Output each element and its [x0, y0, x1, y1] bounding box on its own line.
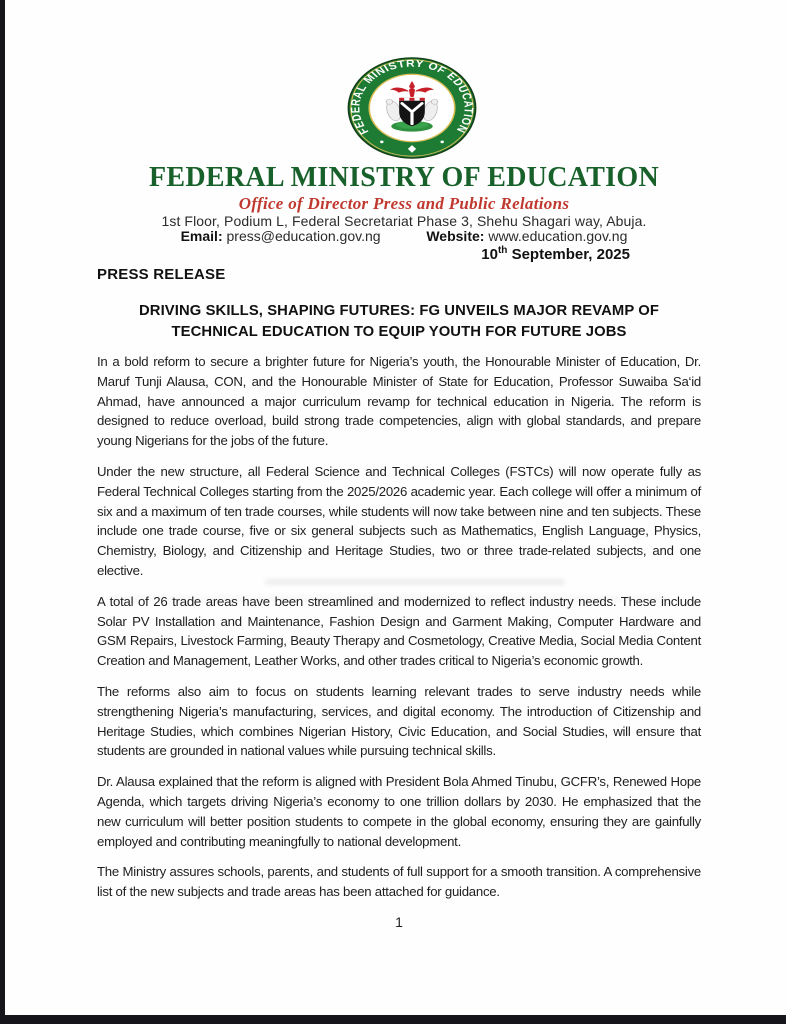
paragraph-6: The Ministry assures schools, parents, and students of full support for a smooth transition. A comprehensive list of the new subjects and trade areas has been attached for guidance.	[97, 864, 701, 900]
scan-edge-bottom	[0, 1015, 786, 1024]
ministry-name: FEDERAL MINISTRY OF EDUCATION	[149, 162, 659, 193]
press-release-label: PRESS RELEASE	[97, 266, 226, 283]
email-address: press@education.gov.ng	[226, 228, 381, 244]
address-line: 1st Floor, Podium L, Federal Secretariat Phase 3, Shehu Shagari way, Abuja.	[161, 213, 647, 229]
paragraph-2: Under the new structure, all Federal Science and Technical Colleges (FSTCs) will now operate fully as Federal Technical Colleges starting from the 2025/2026 academic year. Each college will offer a minimum of six and a maximum of ten trade courses, while students will now take between nine and ten subjects. These include one trade course, five or six general subjects such as Mathematics, English Language, Physics, Chemistry, Biology, and Citizenship and Heritage Studies, two or three trade-related subjects, and one elective.	[97, 463, 701, 578]
headline: DRIVING SKILLS, SHAPING FUTURES: FG UNVEILS MAJOR REVAMP OF TECHNICAL EDUCATION TO EQUIP YOUTH FOR FUTURE JOBS	[139, 303, 659, 340]
paragraph-4: The reforms also aim to focus on students learning relevant trades to serve industry needs while strengthening Nigeria’s manufacturing, services, and digital economy. The introduction of Citizenship and Heritage Studies, which combines Nigerian History, Civic Education, and Social Studies, will ensure that students are grounded in national values while pursuing technical skills.	[97, 683, 701, 759]
email-label: Email:	[180, 228, 223, 244]
paragraph-3: A total of 26 trade areas have been streamlined and modernized to reflect industry needs. These include Solar PV Installation and Maintenance, Fashion Design and Garment Making, Computer Hardware and GSM Repairs, Livestock Farming, Beauty Therapy and Cosmetology, Creative Media, Social Media Content Creation and Management, Leather Works, and other trades critical to Nigeria’s economic growth.	[97, 593, 701, 669]
press-release-body	[97, 352, 701, 933]
coat-of-arms-seal-icon	[346, 56, 478, 160]
date-ordinal: th	[497, 245, 508, 256]
paragraph-5: Dr. Alausa explained that the reform is aligned with President Bola Ahmed Tinubu, GCFR’s, Renewed Hope Agenda, which targets driving Nigeria’s economy to one trillion dollars by 2030. He emphasized that the new curriculum will better position students to compete in the global economy, ensuring they are gainfully employed and contributing meaningfully to national development.	[97, 774, 701, 849]
seal-ring-text: FEDERAL MINISTRY OF EDUCATION	[349, 58, 475, 136]
website-label: Website:	[426, 228, 485, 244]
release-date: 10th September, 2025	[481, 245, 630, 263]
website-address: www.education.gov.ng	[488, 228, 628, 244]
scan-edge-left	[0, 0, 5, 1024]
paragraph-1: In a bold reform to secure a brighter future for Nigeria’s youth, the Honourable Minister of Education, Dr. Maruf Tunji Alausa, CON, and the Honourable Minister of State for Education, Professor Suwaiba Sa‘id Ahmad, have announced a major curriculum revamp for technical education in Nigeria. The reform is designed to reduce overload, build strong trade competencies, align with global standards, and prepare young Nigerians for the jobs of the future.	[97, 354, 701, 449]
page-number: 1	[395, 913, 403, 930]
ministry-seal-logo	[346, 56, 478, 160]
office-subtitle: Office of Director Press and Public Relations	[238, 194, 570, 213]
contact-line	[22, 228, 786, 244]
